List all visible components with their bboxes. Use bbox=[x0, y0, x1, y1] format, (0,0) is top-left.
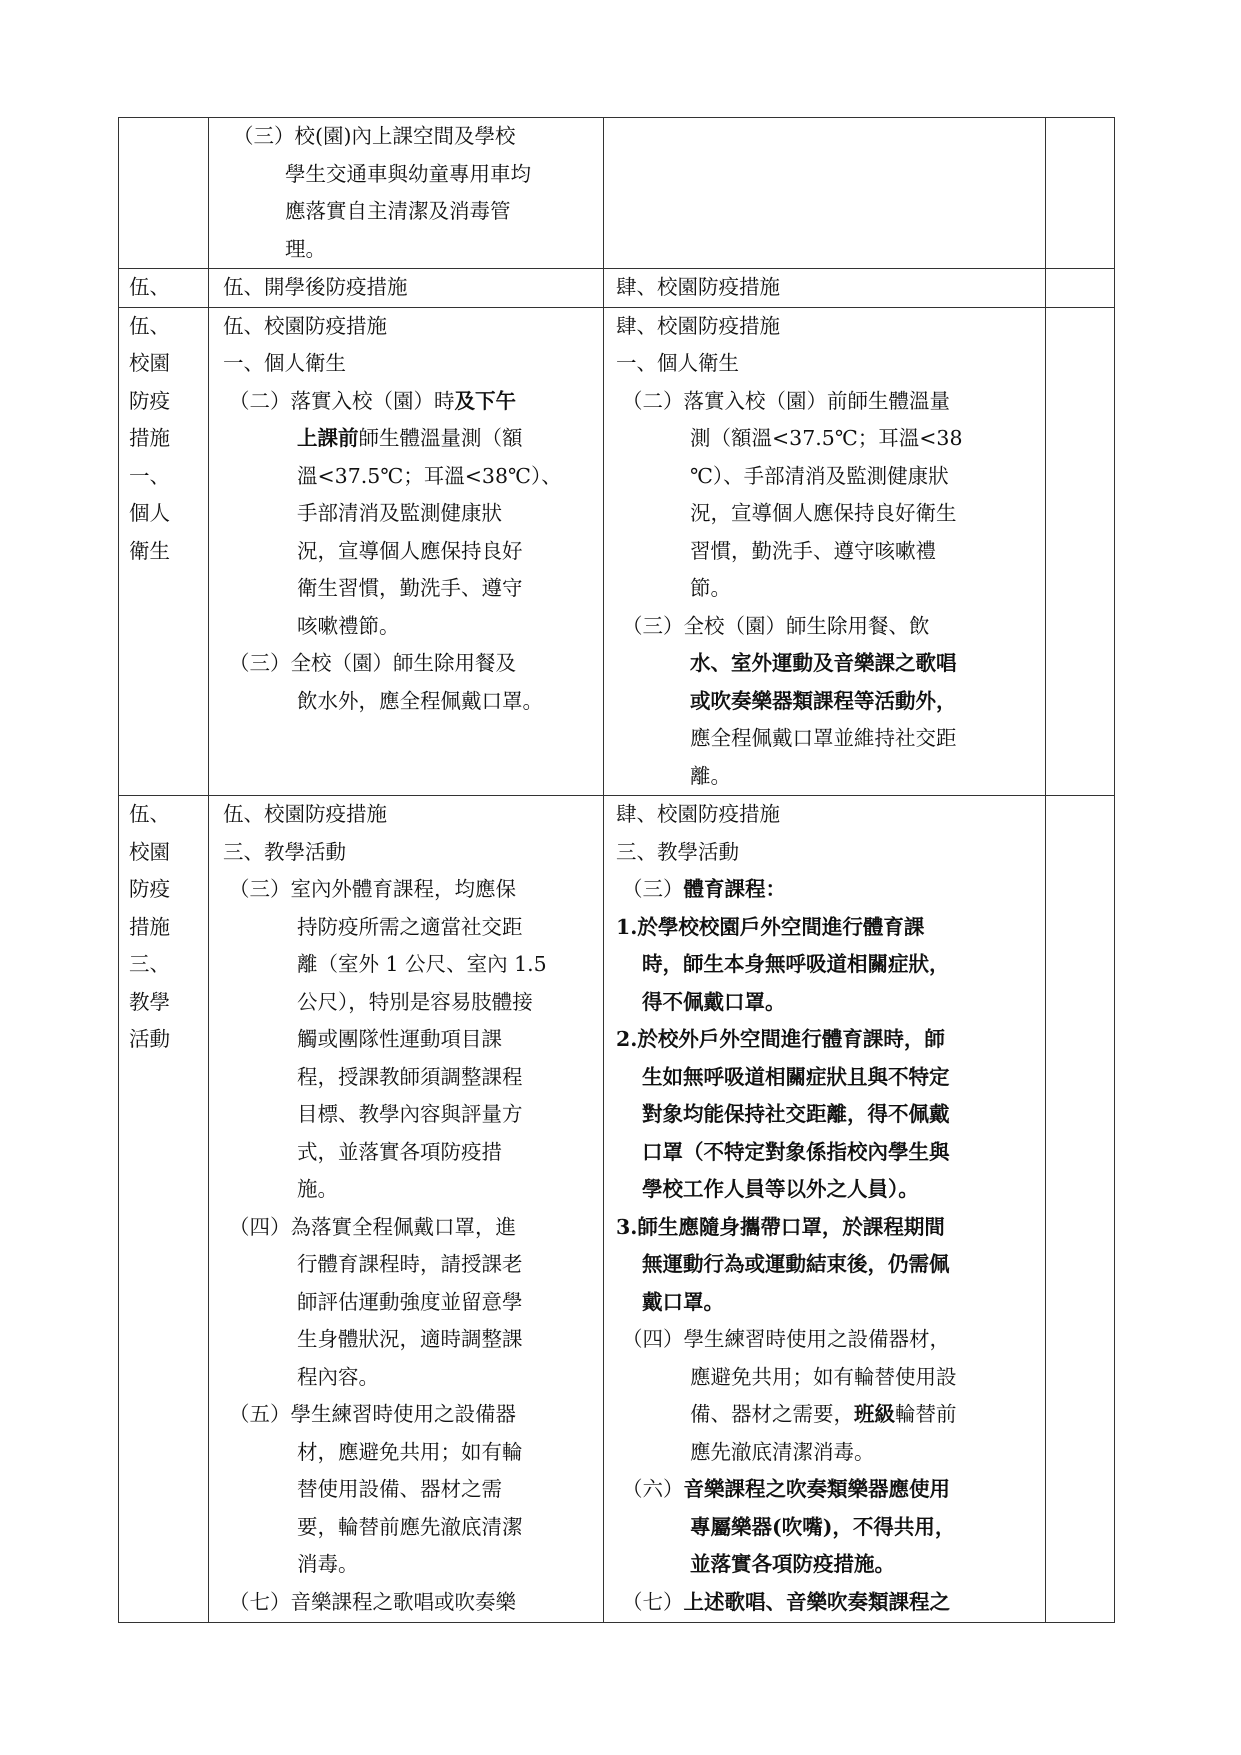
text-line: 學校工作人員等以外之人員）。 bbox=[642, 1177, 919, 1201]
text-line: 肆、校園防疫措施 bbox=[616, 802, 780, 826]
text-line: 節。 bbox=[690, 576, 731, 600]
text-line: 學生交通車與幼童專用車均 bbox=[285, 161, 531, 186]
text-line: 或吹奏樂器類課程等活動外， bbox=[690, 688, 957, 713]
cell-note bbox=[1046, 307, 1115, 796]
text-line: 程，授課教師須調整課程 bbox=[297, 1064, 523, 1089]
cell-section-label bbox=[119, 118, 209, 269]
table-row bbox=[119, 269, 1115, 308]
text-line: ℃）、手部清消及監測健康狀 bbox=[690, 463, 949, 488]
bold-text-run: 上課前 bbox=[297, 426, 359, 450]
text-line: 防疫 bbox=[129, 388, 170, 413]
text-line: 口罩（不特定對象係指校內學生與 bbox=[642, 1139, 950, 1164]
text-line: 飲水外，應全程佩戴口罩。 bbox=[297, 688, 543, 713]
cell-note bbox=[1046, 118, 1115, 269]
text-line: 衛生 bbox=[129, 538, 170, 563]
text-line: 應避免共用；如有輪替使用設 bbox=[690, 1364, 957, 1389]
text-line: 生如無呼吸道相關症狀且與不特定 bbox=[642, 1064, 950, 1089]
cell-original-text bbox=[209, 269, 604, 308]
text-line: 措施 bbox=[129, 914, 170, 939]
cell-note bbox=[1046, 269, 1115, 308]
text-line: 一、個人衛生 bbox=[616, 351, 739, 375]
text-line: 時，師生本身無呼吸道相關症狀， bbox=[642, 952, 950, 976]
text-line: 專屬樂器(吹嘴)，不得共用， bbox=[690, 1514, 956, 1539]
text-line: 伍、 bbox=[129, 275, 170, 299]
text-line: 伍、 bbox=[129, 313, 170, 338]
text-line: 伍、 bbox=[129, 802, 170, 826]
cell-note bbox=[1046, 796, 1115, 1623]
text-run: （二）落實入校（園）時 bbox=[229, 388, 455, 413]
text-run: （六） bbox=[622, 1477, 684, 1501]
text-line: 施。 bbox=[297, 1177, 338, 1201]
text-line: 持防疫所需之適當社交距 bbox=[297, 914, 523, 939]
text-line: 水、室外運動及音樂課之歌唱 bbox=[690, 651, 957, 675]
text-line: 式，並落實各項防疫措 bbox=[297, 1139, 502, 1164]
text-line: （四）學生練習時使用之設備器材， bbox=[622, 1327, 950, 1351]
text-line: （四）為落實全程佩戴口罩，進 bbox=[229, 1214, 516, 1239]
text-line: 衛生習慣，勤洗手、遵守 bbox=[297, 576, 523, 600]
cell-revised-text bbox=[604, 269, 1046, 308]
text-line bbox=[223, 383, 603, 421]
table-row bbox=[119, 307, 1115, 796]
text-line: （五）學生練習時使用之設備器 bbox=[229, 1402, 516, 1426]
text-line bbox=[616, 1584, 1045, 1622]
cell-section-label bbox=[119, 269, 209, 308]
text-line: 伍、校園防疫措施 bbox=[223, 802, 387, 826]
text-line: （三）全校（園）師生除用餐、飲 bbox=[622, 613, 930, 638]
text-line: 伍、校園防疫措施 bbox=[223, 313, 387, 338]
text-line: 離（室外 1 公尺、室內 1.5 bbox=[297, 952, 547, 976]
text-line bbox=[616, 1471, 1045, 1509]
text-line: 要，輪替前應先澈底清潔 bbox=[297, 1514, 523, 1539]
text-line bbox=[616, 871, 1045, 909]
text-line: 戴口罩。 bbox=[642, 1289, 724, 1314]
text-line: 觸或團隊性運動項目課 bbox=[297, 1027, 502, 1051]
text-line bbox=[223, 420, 603, 458]
text-line: 校園 bbox=[129, 839, 170, 864]
bold-text-run: 上述歌唱、音樂吹奏類課程之 bbox=[683, 1589, 950, 1614]
cell-original-text bbox=[209, 796, 604, 1623]
text-line: 替使用設備、器材之需 bbox=[297, 1477, 502, 1501]
text-line: 三、 bbox=[129, 952, 170, 976]
comparison-table bbox=[118, 117, 1115, 1623]
text-line: 生身體狀況，適時調整課 bbox=[297, 1327, 523, 1351]
table-row bbox=[119, 118, 1115, 269]
cell-section-label bbox=[119, 307, 209, 796]
text-run: 輪替前 bbox=[895, 1402, 957, 1426]
text-line: 況，宣導個人應保持良好 bbox=[297, 538, 523, 563]
text-line: 測（額溫<37.5℃；耳溫<38 bbox=[690, 426, 963, 450]
text-line: 3.師生應隨身攜帶口罩，於課程期間 bbox=[616, 1214, 945, 1239]
text-run: 師生體溫量測（額 bbox=[358, 426, 523, 450]
text-line: （七）音樂課程之歌唱或吹奏樂 bbox=[229, 1589, 516, 1614]
text-line: （三）全校（園）師生除用餐及 bbox=[229, 651, 516, 675]
text-run: （七） bbox=[622, 1589, 684, 1614]
text-line: 行體育課程時，請授課老 bbox=[297, 1252, 523, 1276]
text-line: 活動 bbox=[129, 1027, 170, 1051]
text-line: 公尺），特別是容易肢體接 bbox=[297, 989, 533, 1014]
text-line: 一、 bbox=[129, 463, 170, 488]
bold-text-run: 及下午 bbox=[454, 388, 516, 413]
text-line: 對象均能保持社交距離，得不佩戴 bbox=[642, 1102, 950, 1126]
text-line: 伍、開學後防疫措施 bbox=[223, 275, 408, 299]
text-line: 2.於校外戶外空間進行體育課時，師 bbox=[616, 1027, 945, 1051]
text-line: 況，宣導個人應保持良好衛生 bbox=[690, 501, 957, 525]
text-line: 程內容。 bbox=[297, 1364, 379, 1389]
text-line: 個人 bbox=[129, 501, 170, 525]
text-line: 三、教學活動 bbox=[616, 839, 739, 864]
text-line: 應落實自主清潔及消毒管 bbox=[285, 199, 511, 223]
cell-original-text bbox=[209, 307, 604, 796]
cell-section-label bbox=[119, 796, 209, 1623]
text-line: 離。 bbox=[690, 763, 731, 788]
text-line: 無運動行為或運動結束後，仍需佩 bbox=[642, 1252, 950, 1276]
text-run: （三） bbox=[622, 877, 684, 901]
text-line: 得不佩戴口罩。 bbox=[642, 989, 786, 1014]
text-line: 消毒。 bbox=[297, 1552, 359, 1576]
cell-original-text bbox=[209, 118, 604, 269]
text-line: （二）落實入校（園）前師生體溫量 bbox=[622, 388, 950, 413]
text-line: 目標、教學內容與評量方 bbox=[297, 1102, 523, 1126]
text-line: 校園 bbox=[129, 351, 170, 375]
text-line: 一、個人衛生 bbox=[223, 351, 346, 375]
bold-text-run: 體育課程： bbox=[683, 877, 786, 901]
text-line: 材，應避免共用；如有輪 bbox=[297, 1439, 523, 1464]
text-line: 並落實各項防疫措施。 bbox=[690, 1552, 895, 1576]
bold-text-run: 班級 bbox=[854, 1402, 895, 1426]
text-line: 防疫 bbox=[129, 877, 170, 901]
text-line: 手部清消及監測健康狀 bbox=[297, 501, 502, 525]
text-line: 習慣，勤洗手、遵守咳嗽禮 bbox=[690, 538, 936, 563]
text-line: 措施 bbox=[129, 426, 170, 450]
text-line: 溫<37.5℃；耳溫<38℃）、 bbox=[297, 463, 562, 488]
text-line: （三）室內外體育課程，均應保 bbox=[229, 877, 516, 901]
table-row bbox=[119, 796, 1115, 1623]
text-line: 肆、校園防疫措施 bbox=[616, 313, 780, 338]
text-line bbox=[616, 1396, 1045, 1434]
text-line: 咳嗽禮節。 bbox=[297, 613, 400, 638]
text-line: 師評估運動強度並留意學 bbox=[297, 1289, 523, 1314]
text-line: 肆、校園防疫措施 bbox=[616, 275, 780, 299]
bold-text-run: 音樂課程之吹奏類樂器應使用 bbox=[683, 1477, 950, 1501]
cell-revised-text bbox=[604, 118, 1046, 269]
text-line: （三）校(園)內上課空間及學校 bbox=[233, 124, 516, 148]
text-line: 理。 bbox=[285, 236, 326, 261]
text-run: 備、器材之需要， bbox=[690, 1402, 854, 1426]
text-line: 教學 bbox=[129, 989, 170, 1014]
text-line: 1.於學校校園戶外空間進行體育課 bbox=[616, 914, 925, 939]
text-line: 應先澈底清潔消毒。 bbox=[690, 1439, 875, 1464]
text-line: 應全程佩戴口罩並維持社交距 bbox=[690, 726, 957, 750]
text-line: 三、教學活動 bbox=[223, 839, 346, 864]
cell-revised-text bbox=[604, 796, 1046, 1623]
cell-revised-text bbox=[604, 307, 1046, 796]
